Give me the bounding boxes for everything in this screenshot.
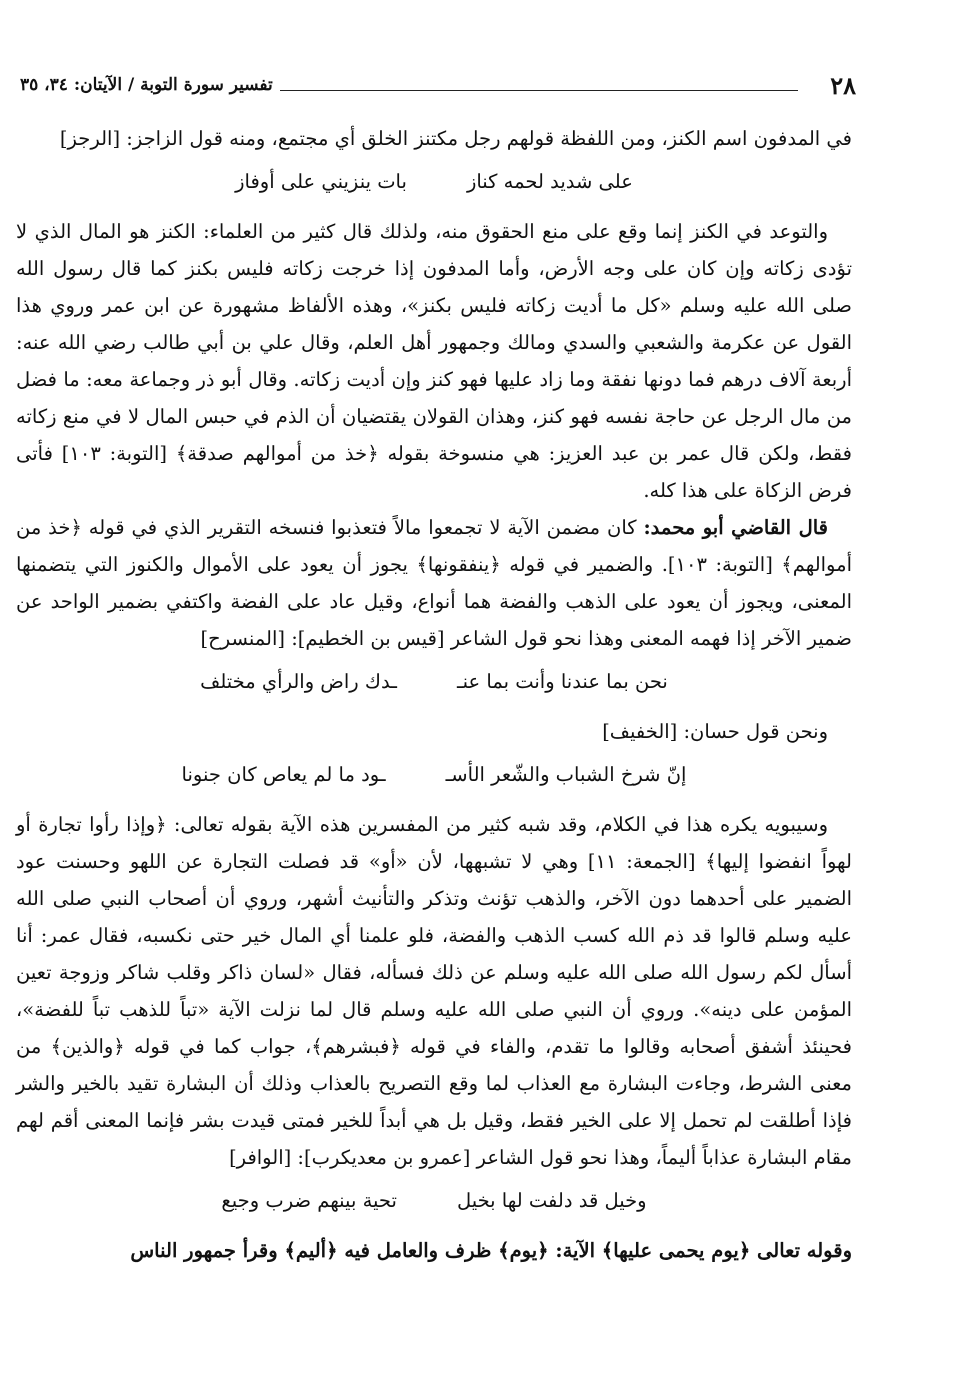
verse-2-second-hemistich: ـدك راض والرأي مختلف (200, 670, 397, 693)
page-header (20, 68, 856, 104)
paragraph-3-text: كان مضمن الآية لا تجمعوا مالاً فتعذبوا فنسخه التقرير الذي في قوله ﴿خذ من أموالهم﴾ [التوبة: ١٠٣]. والضمير في قوله ﴿ينفقونها﴾ يجوز أن يعود على الأموال والكنوز التي يتضمنها المعنى، ويجوز أن يعود على الذهب والفضة هما أنواع، وقيل عاد على الفضة واكتفي بضمير الواحد عن ضمير الآخر إذا فهمه المعنى وهذا نحو قول الشاعر [قيس بن الخطيم]: [المنسرح] (16, 516, 852, 650)
paragraph-2: والتوعد في الكنز إنما وقع على منع الحقوق منه، ولذلك قال كثير من العلماء: الكنز هو المال الذي لا تؤدى زكاته وإن كان على وجه الأرض، وأما المدفون إذا خرجت زكاته فليس بكنز كما قال رسول الله صلى الله عليه وسلم «كل ما أديت زكاته فليس بكنز»، وهذه الألفاظ مشهورة عن ابن عمر وروي هذا القول عن عكرمة والشعبي والسدي ومالك وجمهور أهل العلم، وقال علي بن أبي طالب رضي الله عنه: أربعة آلاف درهم فما دونها نفقة وما زاد عليها فهو كنز وإن أديت زكاته. وقال أبو ذر وجماعة معه: ما فضل من مال الرجل عن حاجة نفسه فهو كنز، وهذان القولان يقتضيان أن الذم في حبس المال لا في منع زكاته فقط، ولكن قال عمر بن عبد العزيز: هي منسوخة بقوله ﴿خذ من أموالهم صدقة﴾ [التوبة: ١٠٣] فأتى فرض الزكاة على هذا كله. (16, 220, 852, 502)
paragraph-4: ونحن قول حسان: [الخفيف] (602, 720, 828, 743)
verse-1-second-hemistich: بات ينزيني على أوفاز (235, 170, 407, 193)
paragraph-5: وسيبويه يكره هذا في الكلام، وقد شبه كثير من المفسرين هذه الآية بقوله تعالى: ﴿وإذا رأوا تجارة أو لهواً انفضوا إليها﴾ [الجمعة: ١١] وهي لا تشبهها، لأن «أو» قد فصلت التجارة عن اللهو وحسنت عود الضمير على أحدهما دون الآخر، والذهب تؤنث وتذكر والتأنيث أشهر، وروي أن أصحاب النبي صلى الله عليه وسلم قالوا قد ذم الله كسب الذهب والفضة، فلو علمنا أي المال خير حتى نكسبه، فقال عمر: أنا أسأل لكم رسول الله صلى الله عليه وسلم عن ذلك فسأله، فقال «لسان ذاكر وقلب شاكر وزوجة تعين المؤمن على دينه». وروي أن النبي صلى الله عليه وسلم قال لما نزلت الآية «تباً للذهب تباً للفضة»، فحينئذ أشفق أصحابه وقالوا ما تقدم، والفاء في قوله ﴿فبشرهم﴾، جواب كما في قوله ﴿والذين﴾ من معنى الشرط، وجاءت البشارة مع العذاب لما وقع التصريح بالعذاب وذلك أن البشارة تقيد بالخير والشر فإذا أطلقت لم تحمل إلا على الخير فقط، وقيل بل هي أبداً للخير فمتى قيدت بشر فإنما المعنى أقم لهم مقام البشارة عذاباً أليماً، وهذا نحو قول الشاعر [عمرو بن معديكرب]: [الوافر] (16, 813, 852, 1169)
verse-4-first-hemistich: وخيل قد دلفت لها بخيل (456, 1189, 647, 1212)
verse-3-second-hemistich: ـود ما لم يعاص كان جنونا (181, 763, 386, 786)
speaker-label: قال القاضي أبو محمد: (643, 516, 829, 539)
verse-3-first-hemistich: إنّ شرخ الشباب والشّعر الأسـ (445, 763, 687, 786)
verse-1 (16, 163, 852, 201)
verse-1-first-hemistich: على شديد لحمه كناز (466, 170, 633, 193)
running-title: تفسير سورة التوبة / الآيتان: ٣٤، ٣٥ (20, 75, 273, 95)
header-rule (280, 90, 798, 91)
paragraph-6: وقوله تعالى ﴿يوم يحمى عليها﴾ الآية: ﴿يوم﴾ ظرف والعامل فيه ﴿أليم﴾ وقرأ جمهور الناس (130, 1239, 852, 1262)
verse-2 (16, 663, 852, 701)
page-body (16, 120, 852, 1269)
verse-4-second-hemistich: تحية بينهم ضرب وجيع (221, 1189, 397, 1212)
verse-2-first-hemistich: نحن بما عندنا وأنت بما عنـ (456, 670, 668, 693)
paragraph-3 (16, 509, 852, 657)
paragraph-1: في المدفون اسم الكنز، ومن اللفظة قولهم رجل مكتنز الخلق أي مجتمع، ومنه قول الزاجز: [الرجز] (59, 127, 852, 150)
verse-4 (16, 1182, 852, 1220)
verse-3 (16, 756, 852, 794)
page-number: ٢٨ (830, 71, 856, 100)
